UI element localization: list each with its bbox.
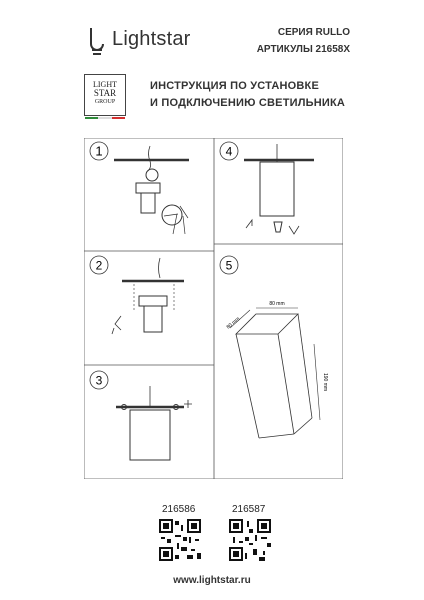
depth-dimension-label: 80 mm (225, 316, 242, 331)
step-1-badge (90, 142, 108, 160)
svg-text:4: 4 (225, 144, 233, 159)
title-line-2: И ПОДКЛЮЧЕНИЮ СВЕТИЛЬНИКА (150, 97, 346, 109)
svg-text:5: 5 (225, 258, 233, 273)
lightbulb-icon (91, 28, 103, 54)
svg-text:1: 1 (95, 143, 103, 159)
step-4-badge (220, 142, 238, 160)
step-4-illustration (244, 144, 314, 234)
series-label: СЕРИЯ RULLO (277, 27, 350, 38)
qr-code-icon[interactable] (159, 519, 201, 561)
height-dimension-label: 190 mm (322, 372, 328, 392)
step-5-dimension-drawing (230, 308, 320, 438)
article-code-1: 216586 (162, 504, 196, 515)
step-3-illustration (116, 386, 192, 460)
step-2-illustration (112, 258, 184, 334)
step-5-badge (220, 256, 238, 274)
articles-label: АРТИКУЛЫ 21658X (256, 44, 350, 55)
width-dimension-label: 80 mm (269, 301, 285, 307)
svg-text:3: 3 (95, 373, 103, 388)
step-2-badge (90, 256, 108, 274)
step-1-illustration (114, 146, 189, 234)
lightstar-group-logo: LIGHT STAR GROUP (84, 74, 126, 116)
website-link[interactable]: www.lightstar.ru (173, 575, 251, 586)
italian-flag-stripe (85, 117, 125, 119)
article-code-2: 216587 (232, 504, 266, 515)
qr-code-icon[interactable] (229, 519, 271, 561)
brand-name: Lightstar (112, 28, 191, 50)
installation-steps-grid (84, 138, 343, 479)
title-line-1: ИНСТРУКЦИЯ ПО УСТАНОВКЕ (150, 80, 319, 92)
step-3-badge (90, 371, 108, 389)
svg-text:2: 2 (95, 258, 103, 273)
